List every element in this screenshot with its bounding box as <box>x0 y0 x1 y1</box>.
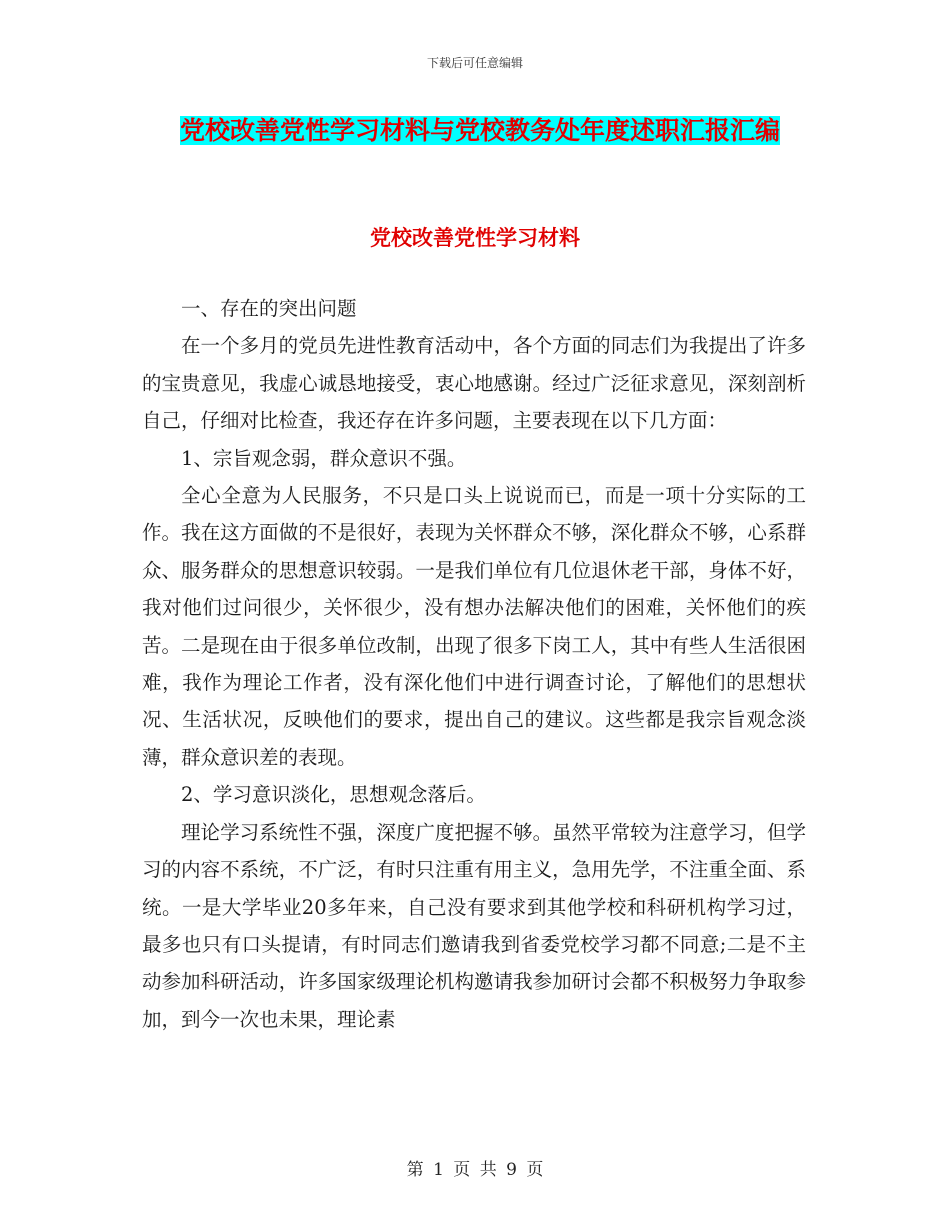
section-title: 党校改善党性学习材料 <box>370 225 580 250</box>
body-text <box>142 290 806 1038</box>
page-footer: 第 1 页 共 9 页 <box>406 1160 544 1180</box>
header-note: 下载后可任意编辑 <box>426 56 523 70</box>
paragraph-subheading-2: 2、学习意识淡化，思想观念落后。 <box>181 783 486 807</box>
document-title <box>150 108 810 154</box>
paragraph: 全心全意为人民服务，不只是口头上说说而已，而是一项十分实际的工作。我在这方面做的不是很好，表现为关怀群众不够，深化群众不够，心系群众、服务群众的思想意识较弱。一是我们单位有几位退休老干部，身体不好，我对他们过问很少，关怀很少，没有想办法解决他们的困难，关怀他们的疾苦。二是现在由于很多单位改制，出现了很多下岗工人，其中有些人生活很困难，我作为理论工作者，没有深化他们中进行调查讨论，了解他们的思想状况、生活状况，反映他们的要求，提出自己的建议。这些都是我宗旨观念淡薄，群众意识差的表现。 <box>142 484 806 769</box>
document-title-text: 党校改善党性学习材料与党校教务处年度述职汇报汇编 <box>179 116 780 145</box>
paragraph: 在一个多月的党员先进性教育活动中，各个方面的同志们为我提出了许多的宝贵意见，我虚心诚恳地接受，衷心地感谢。经过广泛征求意见，深刻剖析自己，仔细对比检查，我还存在许多问题，主要表现在以下几方面： <box>142 334 806 433</box>
paragraph-heading-1: 一、存在的突出问题 <box>181 297 357 320</box>
paragraph-subheading-1: 1、宗旨观念弱，群众意识不强。 <box>181 446 467 470</box>
paragraph: 理论学习系统性不强，深度广度把握不够。虽然平常较为注意学习，但学习的内容不系统，不广泛，有时只注重有用主义，急用先学，不注重全面、系统。一是大学毕业20多年来，自己没有要求到其他学校和科研机构学习过，最多也只有口头提请，有时同志们邀请我到省委党校学习都不同意;二是不主动参加科研活动，许多国家级理论机构邀请我参加研讨会都不积极努力争取参加，到今一次也未果，理论素 <box>142 820 806 1031</box>
